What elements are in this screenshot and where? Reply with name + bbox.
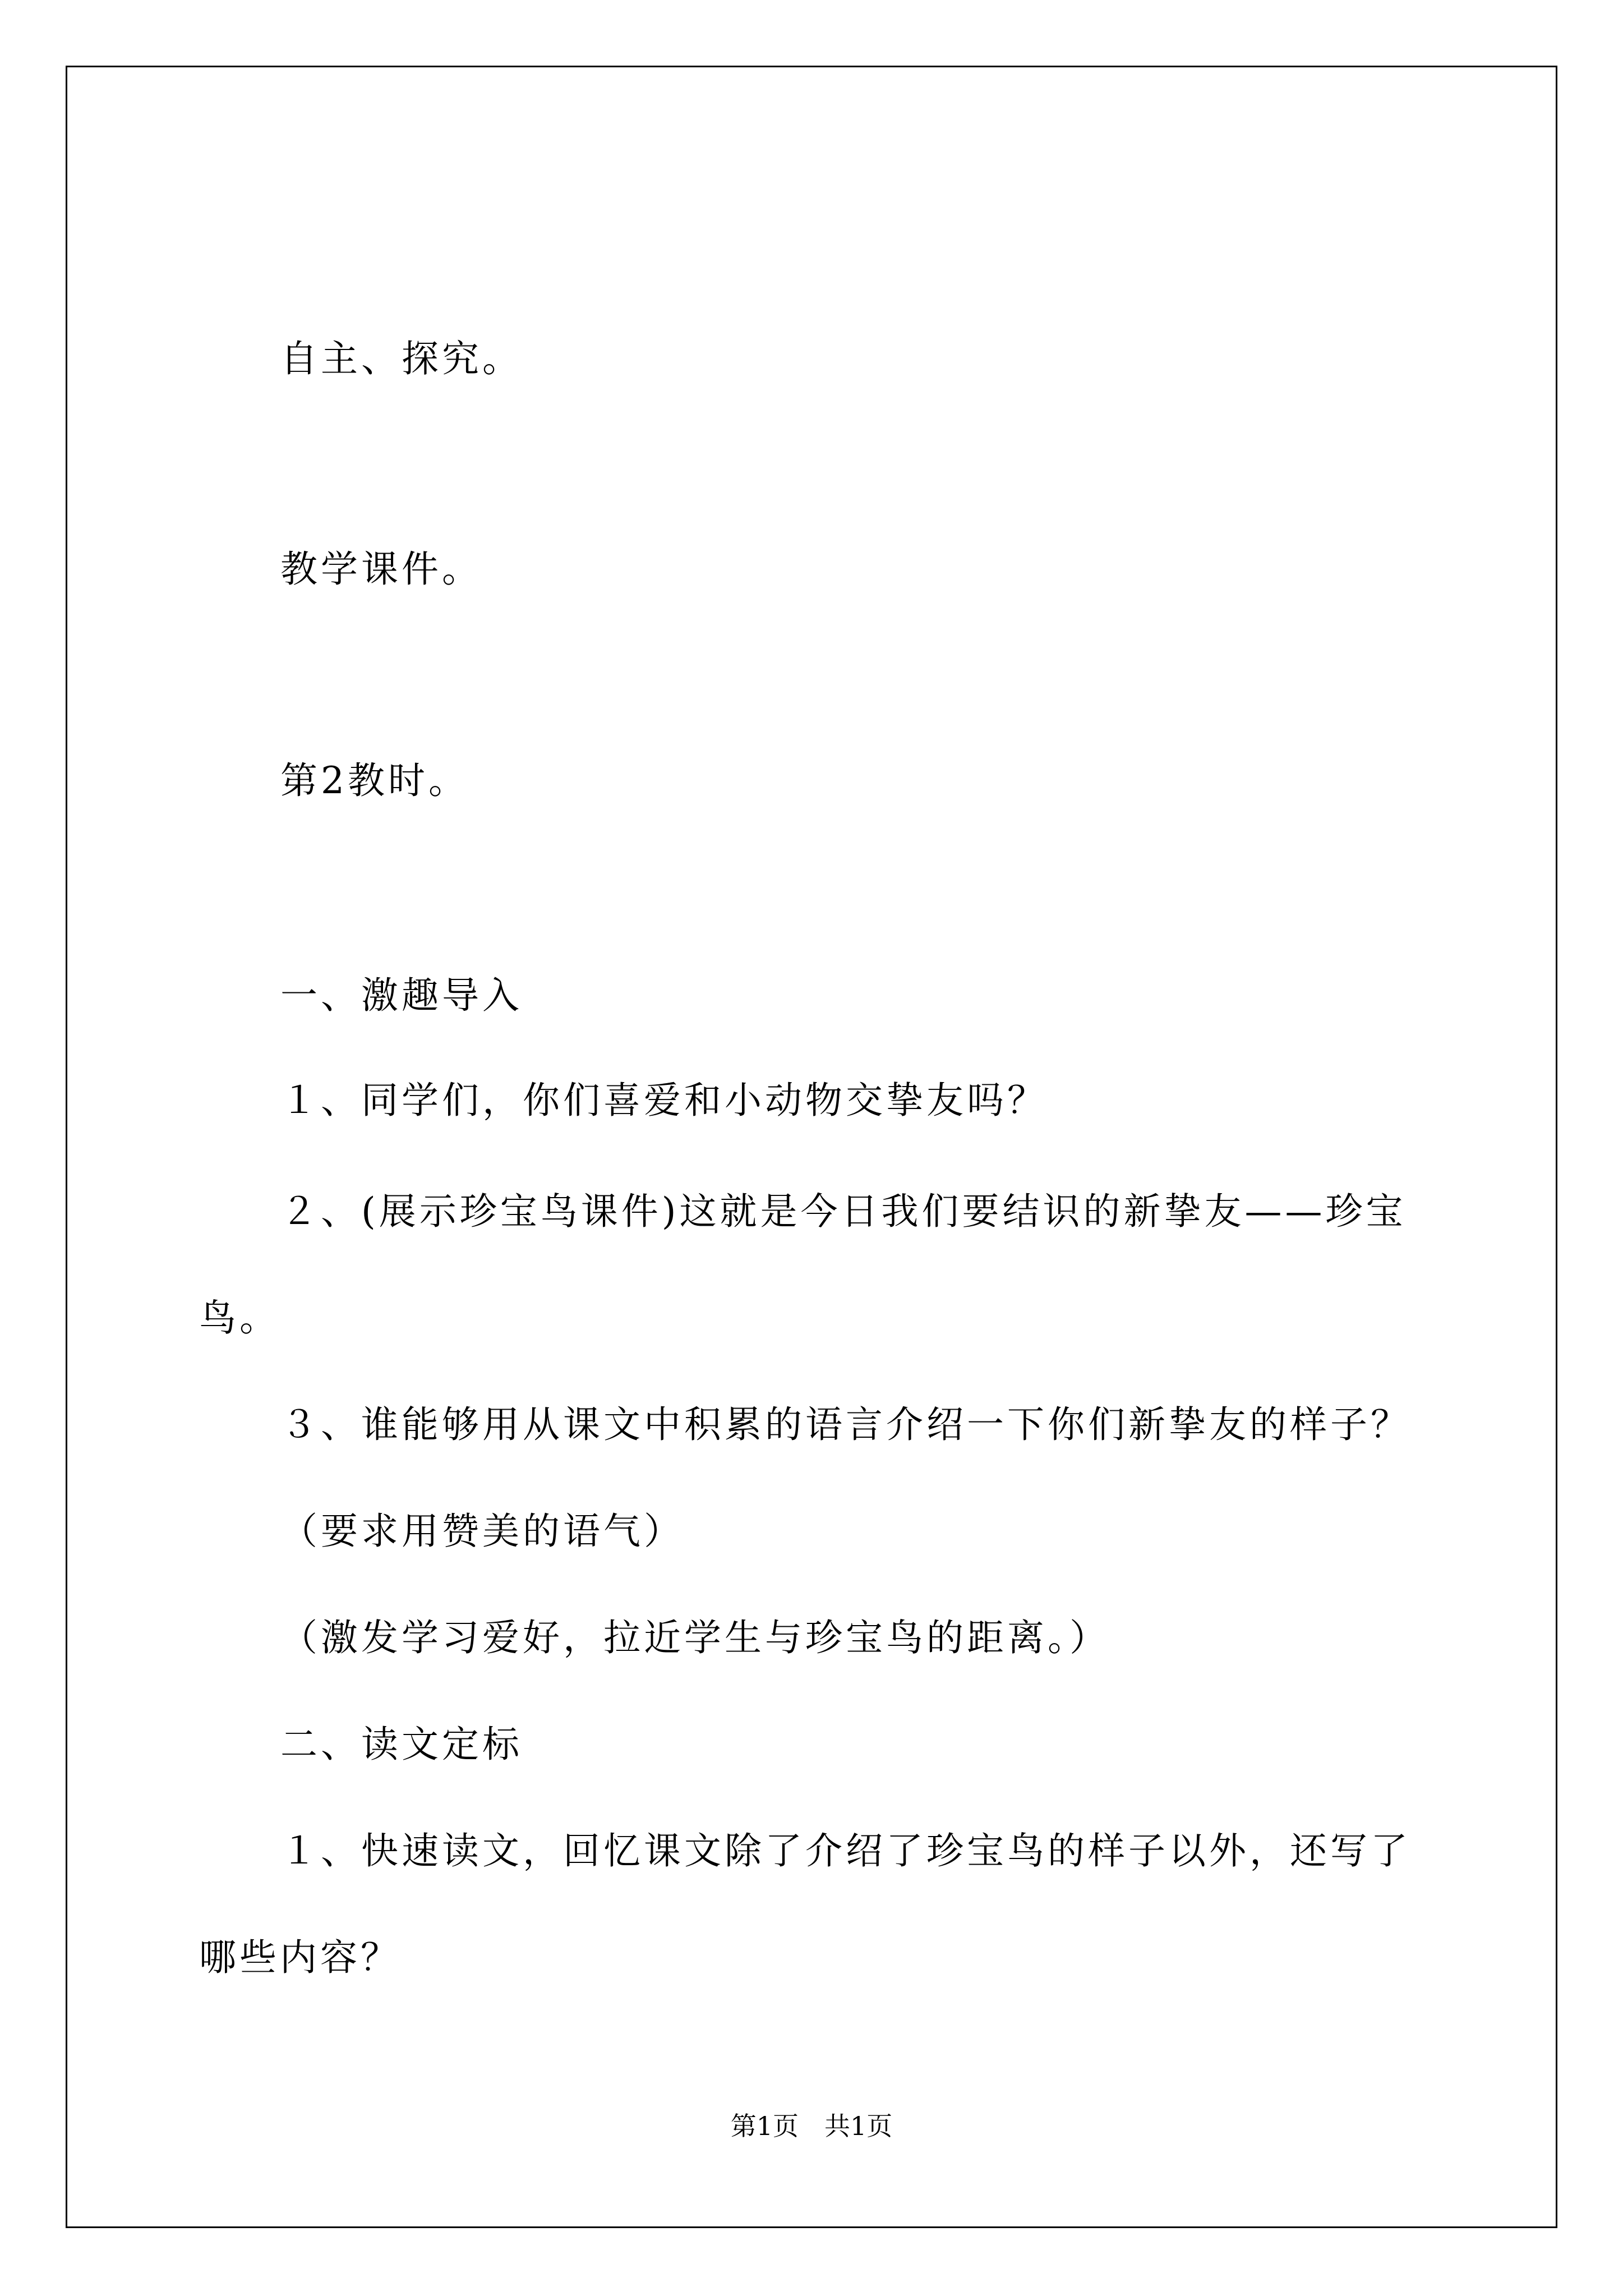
- paragraph-item-1-3: ３、谁能够用从课文中积累的语言介绍一下你们新挚友的样子？: [280, 1403, 1411, 1446]
- paragraph-item-2-1: １、快速读文，回忆课文除了介绍了珍宝鸟的样子以外，还写了: [280, 1829, 1411, 1872]
- paragraph-item-1-2-continued: 鸟。: [199, 1296, 280, 1340]
- paragraph-note-purpose: （激发学习爱好，拉近学生与珍宝鸟的距离。）: [280, 1616, 1110, 1659]
- heading-section-2: 二、读文定标: [280, 1723, 523, 1766]
- page-border: [66, 66, 1557, 2228]
- paragraph-materials: 教学课件。: [280, 547, 482, 591]
- page-footer: 第1页 共1页: [730, 2111, 893, 2141]
- paragraph-lesson-number: 第2教时。: [280, 759, 469, 802]
- paragraph-item-1-1: １、同学们，你们喜爱和小动物交挚友吗？: [280, 1079, 1048, 1122]
- paragraph-method: 自主、探究。: [280, 337, 523, 380]
- paragraph-item-2-1-continued: 哪些内容？: [199, 1936, 401, 1979]
- paragraph-note-tone: （要求用赞美的语气）: [280, 1510, 684, 1553]
- heading-section-1: 一、激趣导入: [280, 974, 523, 1017]
- paragraph-item-1-2: ２、(展示珍宝鸟课件)这就是今日我们要结识的新挚友——珍宝: [280, 1190, 1407, 1233]
